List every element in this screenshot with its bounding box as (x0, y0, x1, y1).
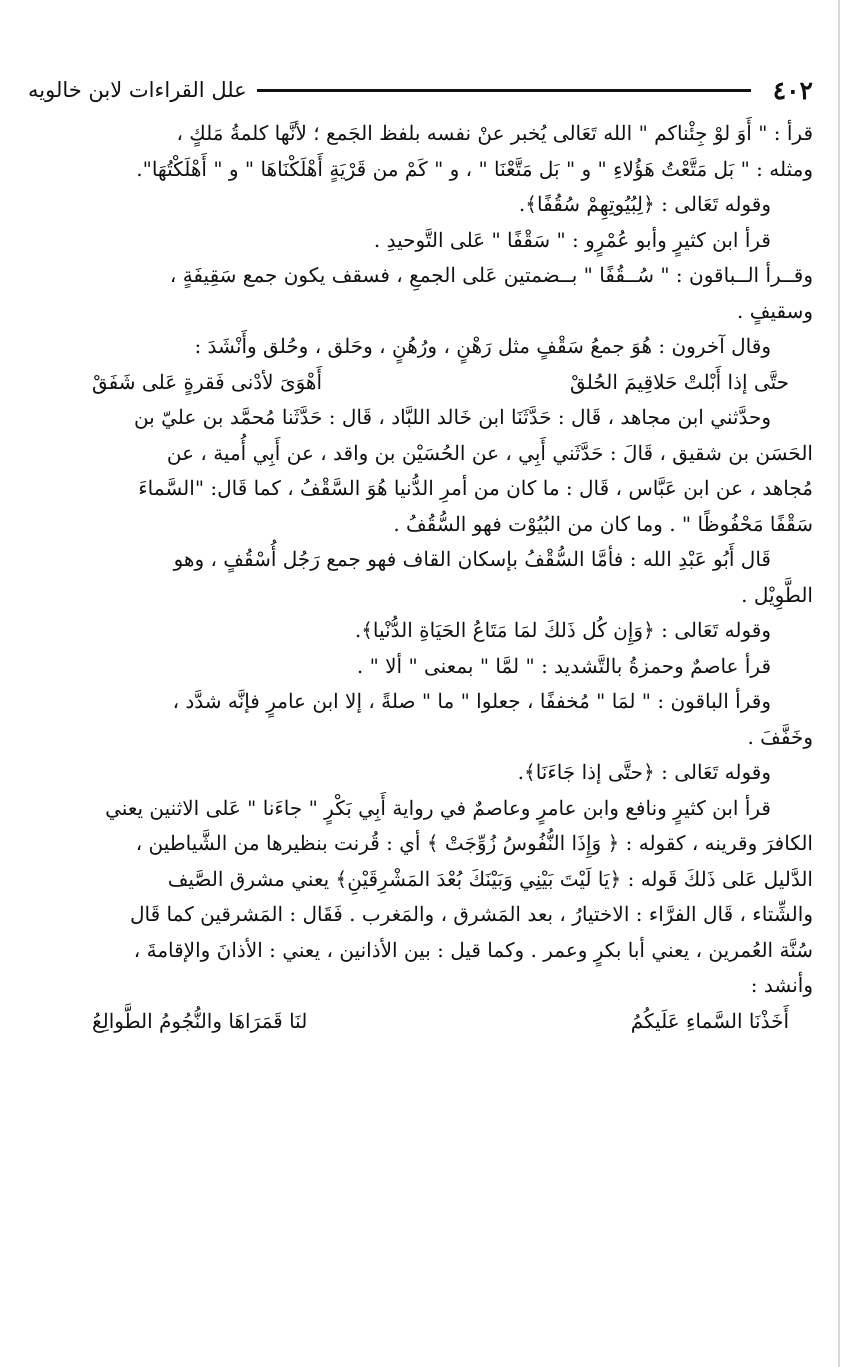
text-line: وقرأ الباقون : " لمَا " مُخففًا ، جعلوا " ما " صلةً ، إلا ابن عامرٍ فإنَّه شدَّد ، (172, 689, 771, 713)
text-line: وقوله تَعَالى : ﴿لِبُيُوتِهِمْ سُقُفًا﴾. (518, 192, 771, 216)
verse-first-hemistich: حتَّى إذا أَبْلتْ حَلاقِيمَ الحُلقْ (570, 369, 789, 394)
text-line: الكافرَ وقرينه ، كقوله : ﴿ وَإِذَا النُّفُوسُ زُوِّجَتْ ﴾ أي : قُرنت بنظيرها من الشَّياطين ، (135, 831, 813, 855)
text-line: وسقيفٍ . (737, 298, 813, 323)
text-line: ومثله : " بَل مَتَّعْتُ هَؤُلاءِ " و " بَل مَتَّعْنَا " ، و " كَمْ من قَرْيَةٍ أَهْلَكْنَاهَا " و " أَهْلَكْتُهَا". (136, 156, 813, 181)
poetry-verse (28, 1004, 813, 1040)
text-line: وخَفَّفَ . (747, 724, 813, 749)
text-line: قرأ ابن كثيرٍ ونافع وابن عامرٍ وعاصمٌ في رواية أَبِي بَكْرٍ " جاءَنا " عَلى الاثنين يعني (105, 795, 771, 820)
poetry-verse (28, 365, 813, 401)
text-line: والشِّتاء ، قَال الفرَّاء : الاختيارُ ، بعد المَشرق ، والمَغرب . فَقَال : المَشرقين كما قَال (130, 902, 813, 926)
header-rule (257, 89, 751, 92)
verse-second-hemistich: لنَا قَمَرَاهَا والنُّجُومُ الطَّوالِعُ (92, 1008, 308, 1033)
text-line: وقــرأ الــباقون : " سُــقُفًا " بــضمتين عَلى الجمعِ ، فسقف يكون جمع سَقِيفَةٍ ، (169, 263, 813, 287)
page-body (28, 116, 813, 1039)
text-line: وحدَّثني ابن مجاهد ، قَال : حَدَّثَنَا ابن خَالد اللبَّاد ، قَال : حَدَّثَنا مُحمَّد بن عليّ بن (133, 405, 771, 429)
text-line: سُنَّة العُمرين ، يعني أبا بكرٍ وعمر . وكما قيل : بين الأذانين ، يعني : الأذانَ والإقامةَ ، (133, 937, 813, 962)
text-line: وقوله تَعَالى : ﴿حتَّى إذا جَاءَنَا﴾. (517, 760, 771, 784)
page-number: ٤٠٢ (772, 75, 813, 105)
text-line: الدَّليل عَلى ذَلكَ قَوله : ﴿يَا لَيْتَ بَيْنِي وَبَيْنَكَ بُعْدَ المَشْرِقَيْنِ﴾ يعني مشرق الصَّيف (167, 866, 813, 891)
text-line: قرأ : " أَوَ لوْ جِئْناكم " الله تَعَالى يُخبر عنْ نفسه بلفظ الجَمع ؛ لأنَّها كلمةُ مَلكٍ ، (176, 121, 813, 145)
text-line: سَقْفًا مَحْفُوظًا " . وما كان من البُيُوْت فهو السُّقُفُ . (393, 511, 813, 536)
text-line: وقال آخرون : هُوَ جمعُ سَقْفٍ مثل رَهْنٍ ، ورُهُنٍ ، وحَلق ، وحُلق وأَنْشَدَ : (194, 334, 771, 358)
text-line: قَال أَبُو عَبْدِ الله : فأمَّا السُّقْفُ بإسكان القاف فهو جمع رَجُل أُسْقُفٍ ، وهو (173, 547, 771, 571)
scan-edge-line (838, 0, 840, 1367)
text-line: قرأ ابن كثيرٍ وأبو عُمْرٍو : " سَقْفًا " عَلى التَّوحيدِ . (373, 227, 771, 252)
verse-second-hemistich: أَهْوَىَ لأدْنى فَقرةٍ عَلى شَفَقْ (92, 369, 323, 394)
text-line: الحَسَن بن شقيق ، قَالَ : حَدَّثَني أَبِي ، عن الحُسَيْن بن واقد ، عن أَبِي أُمية ، عن (166, 440, 813, 465)
text-line: الطَّوِيْل . (741, 582, 813, 607)
text-line: قرأ عاصمٌ وحمزةُ بالتَّشديد : " لمَّا " بمعنى " ألا " . (356, 653, 771, 678)
text-line: وقوله تَعَالى : ﴿وَإِن كُل ذَلكَ لمَا مَتَاعُ الحَيَاةِ الدُّنْيا﴾. (354, 618, 771, 642)
text-line: وأنشد : (750, 973, 813, 997)
verse-first-hemistich: أَخَذْنَا السَّماءِ عَلَيكُمُ (630, 1008, 789, 1033)
page-header (28, 70, 813, 110)
running-title: علل القراءات لابن خالويه (28, 78, 247, 102)
text-line: مُجاهد ، عن ابن عَبَّاس ، قَال : ما كان من أمرِ الدُّنيا هُوَ السَّقْفُ ، كما قَال: "السَّماءَ (138, 476, 813, 500)
